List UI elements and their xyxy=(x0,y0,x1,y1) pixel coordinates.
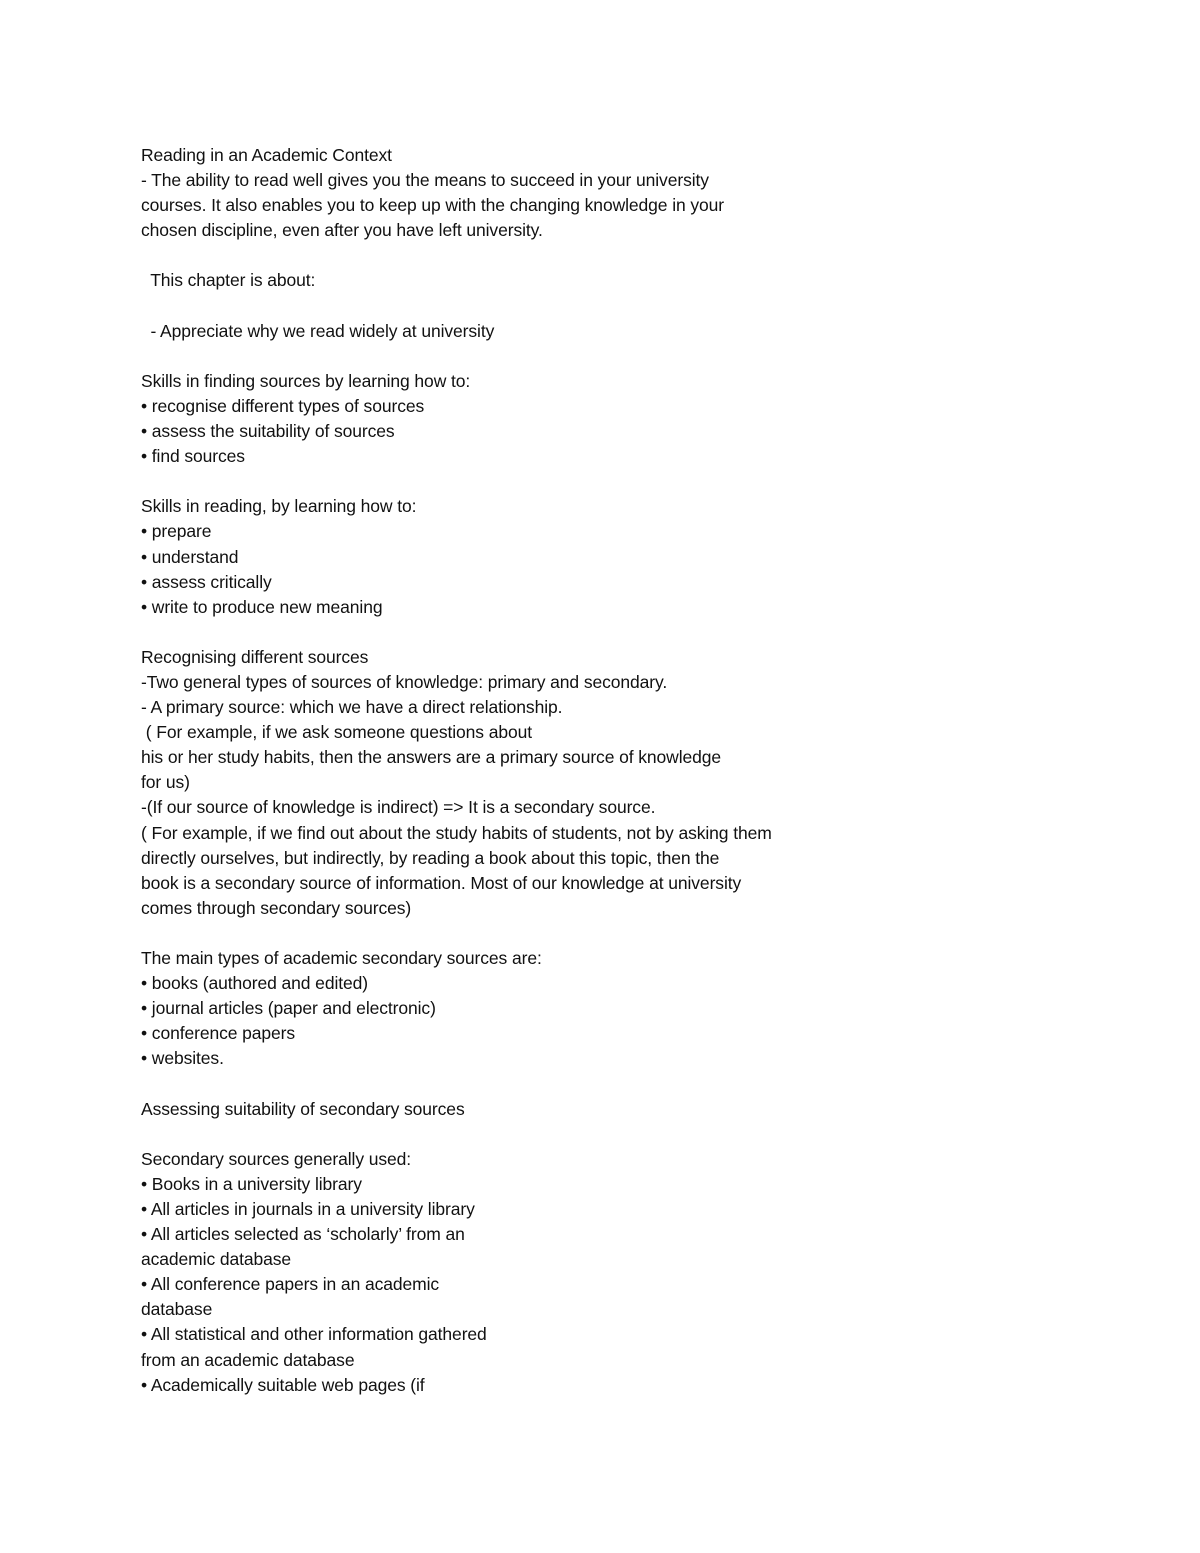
bullet-item: • websites. xyxy=(141,1048,224,1069)
blank-line xyxy=(141,1071,861,1096)
bullet-item: • All statistical and other information gathered xyxy=(141,1324,487,1345)
bullet-item: • All articles selected as ‘scholarly’ from an xyxy=(141,1224,465,1245)
text-line: courses. It also enables you to keep up with the changing knowledge in your xyxy=(141,195,725,216)
text-line: academic database xyxy=(141,1249,292,1270)
document-title: Reading in an Academic Context xyxy=(141,145,392,165)
text-line: comes through secondary sources) xyxy=(141,897,412,918)
bullet-item: • assess critically xyxy=(141,571,272,592)
blank-line xyxy=(141,294,861,319)
bullet-item: • understand xyxy=(141,546,239,567)
text-line: This chapter is about: xyxy=(141,270,316,291)
bullet-item: • journal articles (paper and electronic) xyxy=(141,998,436,1019)
bullet-item: • find sources xyxy=(141,446,245,467)
text-line: Recognising different sources xyxy=(141,646,369,667)
text-line: ( For example, if we ask someone questions about xyxy=(141,722,532,743)
text-line: directly ourselves, but indirectly, by reading a book about this topic, then the xyxy=(141,847,720,868)
bullet-item: • All articles in journals in a university library xyxy=(141,1198,475,1219)
bullet-item: • All conference papers in an academic xyxy=(141,1274,440,1295)
blank-line xyxy=(141,1122,861,1147)
text-line: his or her study habits, then the answers are a primary source of knowledge xyxy=(141,747,722,768)
text-line: Secondary sources generally used: xyxy=(141,1148,412,1169)
text-line: -Two general types of sources of knowledge: primary and secondary. xyxy=(141,671,668,692)
bullet-item: • Books in a university library xyxy=(141,1173,362,1194)
bullet-item: • Academically suitable web pages (if xyxy=(141,1374,425,1395)
text-line: Skills in finding sources by learning how to: xyxy=(141,370,471,391)
text-line: book is a secondary source of information. Most of our knowledge at university xyxy=(141,872,742,893)
bullet-item: • conference papers xyxy=(141,1023,296,1044)
text-line: Skills in reading, by learning how to: xyxy=(141,496,417,517)
text-line: - Appreciate why we read widely at university xyxy=(141,320,495,341)
bullet-item: • prepare xyxy=(141,521,212,542)
bullet-item: • recognise different types of sources xyxy=(141,395,425,416)
text-line: ( For example, if we find out about the study habits of students, not by asking them xyxy=(141,822,772,843)
bullet-item: • assess the suitability of sources xyxy=(141,421,395,442)
bullet-item: • books (authored and edited) xyxy=(141,973,368,994)
blank-line xyxy=(141,620,861,645)
text-line: from an academic database xyxy=(141,1349,355,1370)
blank-line xyxy=(141,344,861,369)
text-line: Assessing suitability of secondary sources xyxy=(141,1098,465,1119)
text-line: The main types of academic secondary sources are: xyxy=(141,948,542,968)
text-line: - The ability to read well gives you the means to succeed in your university xyxy=(141,170,709,191)
text-line: chosen discipline, even after you have left university. xyxy=(141,220,543,241)
bullet-item: • write to produce new meaning xyxy=(141,596,383,617)
blank-line xyxy=(141,921,861,946)
blank-line xyxy=(141,469,861,494)
text-line: for us) xyxy=(141,772,190,793)
text-line: database xyxy=(141,1299,213,1320)
blank-line xyxy=(141,243,861,268)
text-line: -(If our source of knowledge is indirect) => It is a secondary source. xyxy=(141,797,656,818)
document-body xyxy=(141,143,861,1398)
text-line: - A primary source: which we have a direct relationship. xyxy=(141,697,563,718)
